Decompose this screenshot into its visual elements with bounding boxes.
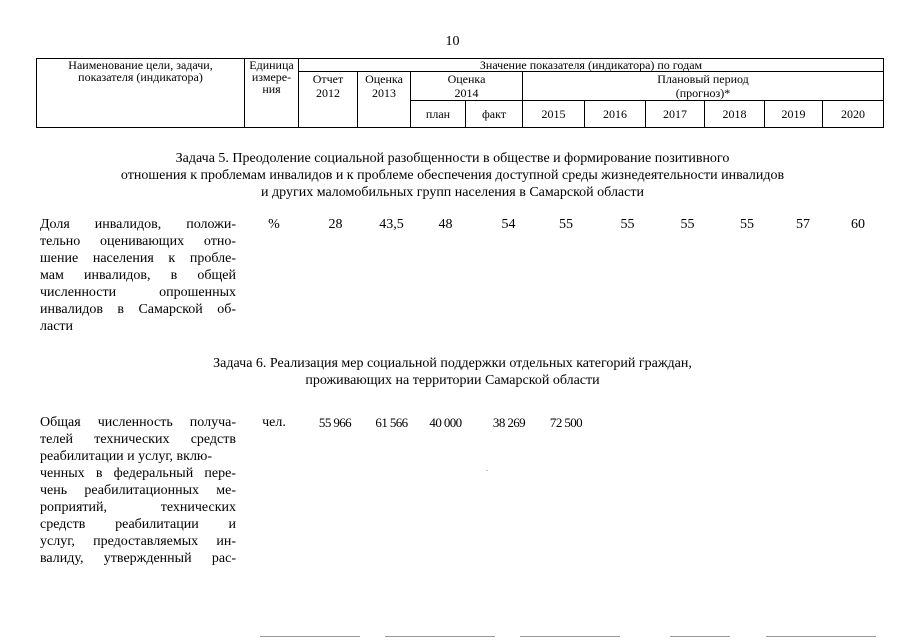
scan-edge-line [385,636,495,637]
header-estimate-2014: Оценка 2014 [411,72,523,101]
scan-speck [486,470,488,471]
scan-edge-line [766,636,876,637]
indicator-1-value: 60 [851,217,865,232]
indicator-2-value: 55 966 [318,415,352,430]
indicator-1-value: 55 [740,217,754,232]
indicator-1-value: 43,5 [379,217,404,232]
header-plan: план [411,101,466,128]
indicator-2-value: 38 269 [492,415,526,430]
header-table [36,58,884,128]
header-plan-period: Плановый период (прогноз)* [523,72,884,101]
header-report-2012: Отчет 2012 [299,72,358,128]
header-year: 2016 [585,101,646,128]
task-6-heading: Задача 6. Реализация мер социальной поддержки отдельных категорий граждан, проживающих на территории Самарской области [213,356,692,388]
indicator-1-value: 54 [501,217,516,232]
indicator-1-value: 55 [559,217,573,232]
header-values-by-year: Значение показателя (индикатора) по годам [299,59,884,72]
header-estimate-2013: Оценка 2013 [358,72,411,128]
page-number: 10 [445,34,460,49]
header-year: 2019 [765,101,823,128]
indicator-1-value: 55 [620,217,635,232]
indicator-2-name: Общая численность получа- телей технических средств реабилитации и услуг, вклю- ченных в федеральный пере- чень реабилитационных ме- роприятий, технических средств реабилитации и услуг, предоставляемых ин- валиду, утвержденный рас- [40,415,236,566]
header-year: 2017 [646,101,705,128]
indicator-2-value: 72 500 [549,415,583,430]
indicator-1-value: 57 [796,217,810,232]
header-year: 2018 [705,101,765,128]
indicator-1-unit: % [268,217,280,232]
indicator-1-value: 55 [680,217,695,232]
header-unit-cell: Единица измере- ния [245,59,299,128]
header-name-cell: Наименование цели, задачи, показателя (индикатора) [37,59,245,128]
scan-edge-line [260,636,360,637]
indicator-2-value: 40 000 [429,415,462,430]
scan-edge-line [670,636,730,637]
indicator-2-value: 61 566 [375,415,408,430]
indicator-1-value: 48 [438,217,453,232]
header-fact: факт [466,101,523,128]
header-year: 2015 [523,101,585,128]
scan-edge-line [520,636,620,637]
header-year: 2020 [823,101,884,128]
indicator-2-unit: чел. [262,415,286,430]
indicator-1-name: Доля инвалидов, положи- тельно оценивающих отно- шение населения к пробле- мам инвалидов, в общей численности опрошенных инвалидов в Самарской об- ласти [40,217,236,334]
indicator-1-value: 28 [328,217,343,232]
task-5-heading: Задача 5. Преодоление социальной разобщенности в обществе и формирование позитивного отношения к проблемам инвалидов и к проблеме обеспечения доступной среды жизнедеятельности инвалидов и других маломобильных групп населения в Самарской области [120,151,785,200]
